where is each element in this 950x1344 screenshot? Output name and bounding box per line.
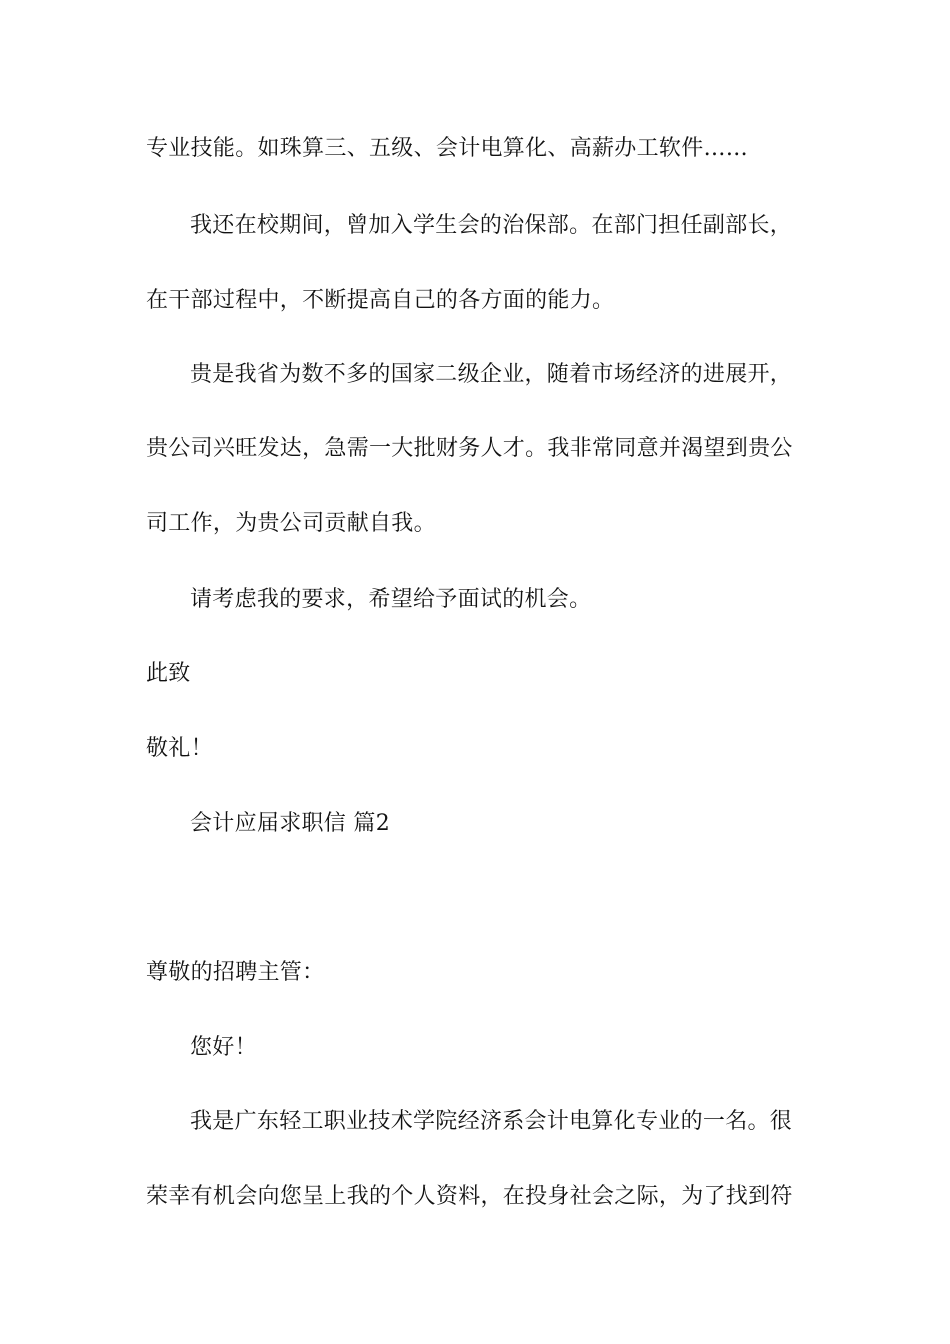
- paragraph-line: 您好！: [190, 1035, 257, 1060]
- paragraph-line: 请考虑我的要求，希望给予面试的机会。: [190, 587, 592, 612]
- section-heading: 会计应届求职信 篇2: [190, 811, 390, 836]
- closing-line: 此致: [146, 661, 191, 686]
- letter-greeting: 尊敬的招聘主管：: [146, 960, 325, 985]
- paragraph-line: 贵公司兴旺发达，急需一大批财务人才。我非常同意并渴望到贵公: [146, 436, 793, 461]
- paragraph-line: 我是广东轻工职业技术学院经济系会计电算化专业的一名。很: [190, 1109, 793, 1134]
- paragraph-line: 荣幸有机会向您呈上我的个人资料，在投身社会之际，为了找到符: [146, 1184, 793, 1209]
- paragraph-line: 我还在校期间，曾加入学生会的治保部。在部门担任副部长，: [190, 213, 793, 238]
- paragraph-line: 贵是我省为数不多的国家二级企业，随着市场经济的进展开，: [190, 362, 793, 387]
- paragraph-line: 专业技能。如珠算三、五级、会计电算化、高薪办工软件……: [146, 136, 749, 161]
- closing-salutation: 敬礼！: [146, 736, 213, 761]
- paragraph-line: 在干部过程中，不断提高自己的各方面的能力。: [146, 288, 615, 313]
- paragraph-line: 司工作，为贵公司贡献自我。: [146, 511, 436, 536]
